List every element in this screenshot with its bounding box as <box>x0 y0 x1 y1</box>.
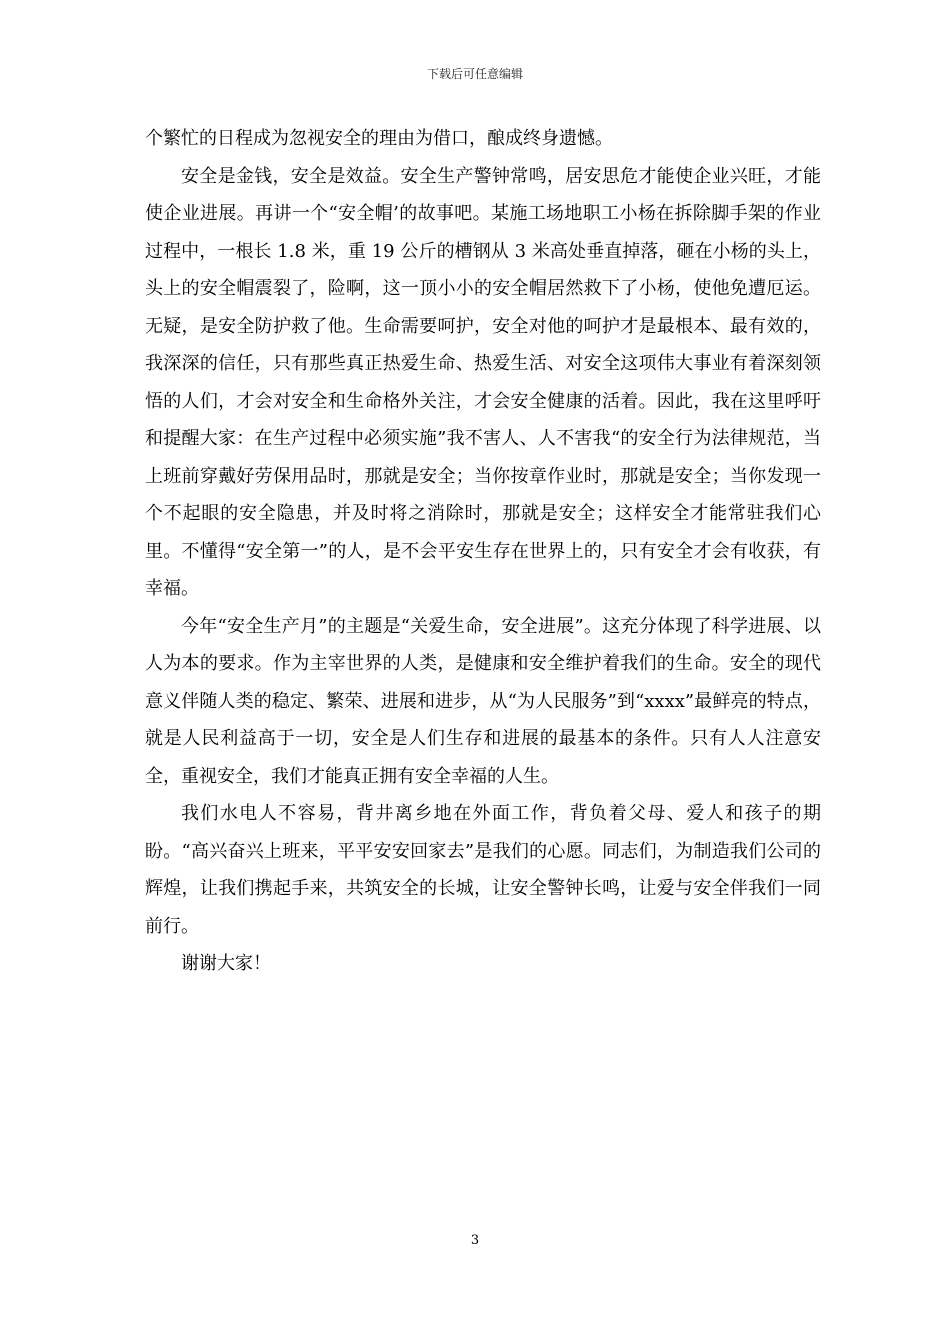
paragraph-hydropower-workers: 我们水电人不容易，背井离乡地在外面工作，背负着父母、爱人和孩子的期盼。“高兴奋兴上班来，平平安安回家去”是我们的心愿。同志们，为制造我们公司的辉煌，让我们携起手来，共筑安全的长城，让安全警钟长鸣，让爱与安全伴我们一同前行。 <box>145 803 821 937</box>
paragraph-safety-helmet-story: 安全是金钱，安全是效益。安全生产警钟常鸣，居安思危才能使企业兴旺，才能使企业进展。再讲一个“安全帽’的故事吧。某施工场地职工小杨在拆除脚手架的作业过程中，一根长 1.8 米，重 19 公斤的槽钢从 3 米高处垂直掉落，砸在小杨的头上，头上的安全帽震裂了，险啊，这一顶小小的安全帽居然救下了小杨，使他免遭厄运。无疑，是安全防护救了他。生命需要呵护，安全对他的呵护才是最根本、最有效的，我深深的信任，只有那些真正热爱生命、热爱生活、对安全这项伟大事业有着深刻领悟的人们，才会对安全和生命格外关注，才会安全健康的活着。因此，我在这里呼吁和提醒大家：在生产过程中必须实施”我不害人、人不害我“的安全行为法律规范，当上班前穿戴好劳保用品时，那就是安全；当你按章作业时，那就是安全；当你发现一个不起眼的安全隐患，并及时将之消除时，那就是安全；这样安全才能常驻我们心里。不懂得“安全第一”的人，是不会平安生存在世界上的，只有安全才会有收获，有幸福。 <box>145 165 821 599</box>
document-body <box>145 120 821 983</box>
page-header: 下载后可任意编辑 <box>426 67 523 81</box>
paragraph-continuation: 个繁忙的日程成为忽视安全的理由为借口，酿成终身遗憾。 <box>145 128 613 149</box>
paragraph-safety-month-theme: 今年“安全生产月”的主题是“关爱生命，安全进展”。这充分体现了科学进展、以人为本的要求。作为主宰世界的人类，是健康和安全维护着我们的生命。安全的现代意义伴随人类的稳定、繁荣、进展和进步，从“为人民服务”到“xxxx”最鲜亮的特点，就是人民利益高于一切，安全是人们生存和进展的最基本的条件。只有人人注意安全，重视安全，我们才能真正拥有安全幸福的人生。 <box>145 615 821 787</box>
page-number: 3 <box>470 1233 480 1248</box>
paragraph-thanks: 谢谢大家！ <box>181 953 271 974</box>
